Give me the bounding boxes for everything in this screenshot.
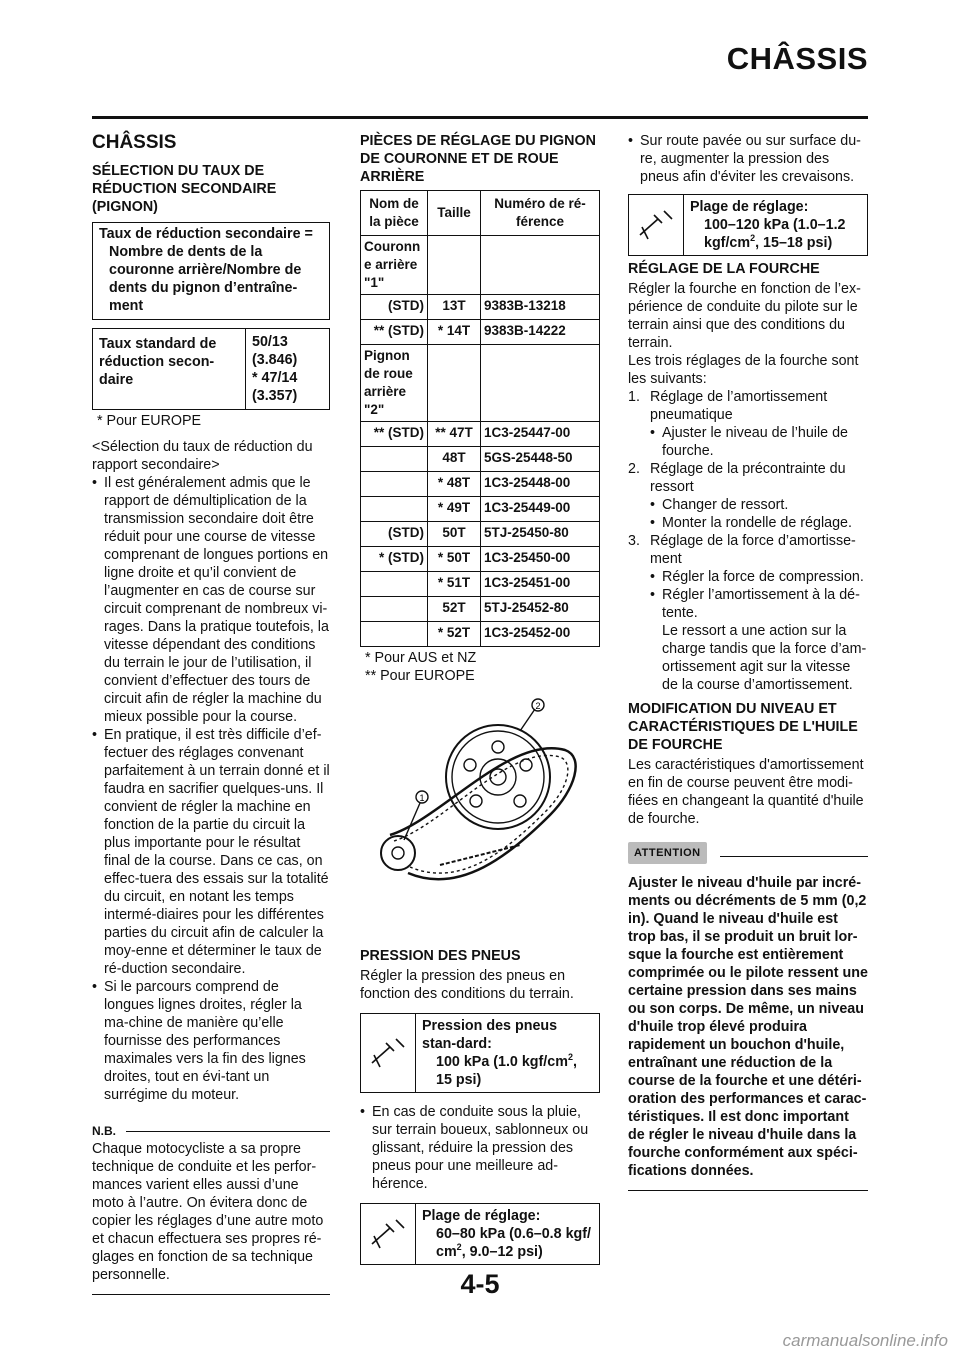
table-cell: 1C3-25452-00: [481, 622, 600, 647]
table-row: [361, 597, 600, 622]
tire-range-value: 60–80 kPa (0.6–0.8 kgf/ $cm^2$, 9.0–12 psi): [436, 1226, 591, 1260]
fork-steps: [628, 388, 868, 694]
page-number: 4-5: [460, 1269, 500, 1299]
tire-standard-label: Pression des pneus stan-dard:: [422, 1018, 558, 1052]
attention-text: Ajuster le niveau d'huile par incré-ments ou décréments de 5 mm (0,2 in). Quand le niveau d'huile est trop bas, il se produit un bruit lor-sque la fourche est entièrement comprimée ou le pilote ressent une certaine pression dans ses mains ou son corps. De même, un niveau d'huile trop élevé produira rapidement un bouchon d'huile, entraînant une réduction de la course de la fourche et une détéri-oration des performances et carac-téristiques. Il est donc important de régler le niveau d'huile dans la fourche conformément aux spéci-fications données.: [628, 875, 868, 1179]
table-cell: ** (STD): [361, 320, 428, 345]
table-cell: [361, 622, 428, 647]
nb-text: Chaque motocycliste a sa propre technique de conduite et les perfor-mances varient elles aussi d’une moto à l’autre. On évitera donc de copier les réglages d’une autre moto et chacun effectuera ses propres ré-glages en fonction de sa technique personnelle.: [92, 1141, 324, 1283]
table-cell: [361, 572, 428, 597]
list-item: • Ajuster le niveau de l’huile de fourche.: [650, 424, 868, 460]
table-cell: 9383B-14222: [481, 320, 600, 345]
table-cell: * 50T: [428, 547, 481, 572]
table-cell: 52T: [428, 597, 481, 622]
list-item: • Régler la force de compression.: [650, 568, 868, 586]
paved-range-label: Plage de réglage:: [690, 199, 809, 215]
parts-title: PIÈCES DE RÉGLAGE DU PIGNON DE COURONNE ET DE ROUE ARRIÈRE: [360, 133, 596, 185]
table-cell: * 14T: [428, 320, 481, 345]
oil-text: Les caractéristiques d'amortissement en fin de course peuvent être modi-fiées en changeant la quantité d'huile de fourche.: [628, 757, 864, 827]
table-row: [361, 320, 600, 345]
ratio-value: (3.357): [252, 388, 298, 404]
page-title: CHÂSSIS: [726, 41, 868, 76]
table-cell: 9383B-13218: [481, 295, 600, 320]
standard-ratio-box: [92, 328, 330, 410]
tire-standard-value: 100 kPa (1.0 kgf/$cm^2$, 15 psi): [436, 1052, 577, 1088]
wrench-icon: [629, 195, 684, 255]
paved-range-value: 100–120 kPa (1.0–1.2 kgf/$cm^2$, 15–18 psi): [704, 217, 846, 251]
sub-title: SÉLECTION DU TAUX DE RÉDUCTION SECONDAIRE (PIGNON): [92, 163, 277, 215]
table-cell: * 48T: [428, 472, 481, 497]
callout-2: 2: [535, 701, 541, 711]
attention-note: [628, 842, 868, 1191]
table-cell: 1C3-25447-00: [481, 422, 600, 447]
ratio-value: * 47/14: [252, 370, 298, 386]
table-cell: 1C3-25449-00: [481, 497, 600, 522]
parts-footnote-2: ** Pour EUROPE: [365, 668, 475, 684]
table-cell: 1C3-25451-00: [481, 572, 600, 597]
ratio-formula-line2: Nombre de dents de la couronne arrière/Nombre de dents du pignon d’entraîne-ment: [109, 244, 302, 314]
list-item: • Si le parcours comprend de longues lignes droites, régler la ma-chine de manière qu’elle fournisse des performances maximales vers la fin des lignes droites, tout en évi-tant un surrégime du moteur.: [92, 978, 330, 1104]
table-cell: * (STD): [361, 547, 428, 572]
table-cell: 50T: [428, 522, 481, 547]
paved-range-box: [628, 194, 868, 256]
table-cell: 13T: [428, 295, 481, 320]
section-title: CHÂSSIS: [92, 132, 177, 153]
table-cell: ** 47T: [428, 422, 481, 447]
attention-badge: ATTENTION: [628, 842, 707, 864]
ratio-intro: <Sélection du taux de réduction du rapport secondaire>: [92, 439, 313, 473]
table-cell: (STD): [361, 295, 428, 320]
ratio-value: (3.846): [252, 352, 298, 368]
list-item: 3. Réglage de la force d’amortisse-ment • Régler la force de compression. • Régler l’amortissement à la dé-tente. Le ressort a une action sur la charge tandis que la force d’am-ortissement agit sur la vitesse de la course d’amortissement.: [628, 532, 868, 694]
footer-watermark: carmanualsonline.info: [782, 1331, 948, 1350]
list-item: • En cas de conduite sous la pluie, sur terrain boueux, sablonneux ou glissant, réduire la pression des pneus pour une meilleure ad-hérence.: [360, 1103, 600, 1193]
table-cell: (STD): [361, 522, 428, 547]
table-row: [361, 295, 600, 320]
standard-ratio-label: Taux standard de réduction secon-daire: [93, 329, 246, 409]
tire-standard-box: [360, 1013, 600, 1093]
list-item: • Régler l’amortissement à la dé-tente.: [650, 586, 868, 622]
nb-tag: N.B.: [92, 1124, 116, 1138]
list-item: • Changer de ressort.: [650, 496, 868, 514]
tire-range-box: [360, 1203, 600, 1265]
table-row: [361, 522, 600, 547]
list-item: • Monter la rondelle de réglage.: [650, 514, 868, 532]
column-1: [92, 128, 330, 1295]
wrench-icon: [361, 1204, 416, 1264]
ratio-bullets: [92, 474, 330, 1104]
list-item: • En pratique, il est très difficile d’ef-fectuer des réglages convenant parfaitement à un terrain donné et il faudra en sacrifier quelques-uns. Il convient de régler la machine en fonction de la partie du circuit la plus importante pour le résultat final de la course. Dans ce cas, on effec-tuera des essais sur la totalité du circuit, en notant les temps intermé-diaires pour les différentes parties du circuit afin de calculer la moy-enne et déterminer le taux de ré-duction secondaire.: [92, 726, 330, 978]
table-cell: * 49T: [428, 497, 481, 522]
callout-1: 1: [419, 793, 425, 803]
table-row: [361, 497, 600, 522]
tire-title: PRESSION DES PNEUS: [360, 948, 521, 964]
list-item: 1. Réglage de l’amortissement pneumatique • Ajuster le niveau de l’huile de fourche.: [628, 388, 868, 460]
table-cell: 5GS-25448-50: [481, 447, 600, 472]
parts-table: [360, 190, 600, 647]
step3-note: Le ressort a une action sur la charge tandis que la force d’am-ortissement agit sur la vitesse de la course d’amortissement.: [662, 623, 867, 693]
table-cell: 5TJ-25450-80: [481, 522, 600, 547]
table-row: [361, 622, 600, 647]
table-row: [361, 447, 600, 472]
ratio-footnote: * Pour EUROPE: [97, 413, 202, 429]
ratio-value: 50/13: [252, 334, 288, 350]
tire-text: Régler la pression des pneus en fonction des conditions du terrain.: [360, 968, 574, 1002]
wrench-icon: [361, 1014, 416, 1092]
table-cell: [361, 447, 428, 472]
table-cell: * 51T: [428, 572, 481, 597]
fork-text-2: Les trois réglages de la fourche sont les suivants:: [628, 353, 859, 387]
group-name: Pignon de roue arrière "2": [361, 345, 428, 422]
nb-note: [92, 1118, 330, 1295]
table-cell: [361, 597, 428, 622]
table-header: Taille: [428, 191, 481, 236]
table-cell: ** (STD): [361, 422, 428, 447]
table-cell: 5TJ-25452-80: [481, 597, 600, 622]
column-2: [360, 128, 600, 1265]
table-cell: * 52T: [428, 622, 481, 647]
oil-title: MODIFICATION DU NIVEAU ET CARACTÉRISTIQUES DE L'HUILE DE FOURCHE: [628, 701, 858, 753]
column-3: [628, 128, 868, 1191]
table-row: [361, 547, 600, 572]
table-row: [361, 422, 600, 447]
table-header: Nom de la pièce: [361, 191, 428, 236]
table-row: [361, 472, 600, 497]
table-cell: [361, 472, 428, 497]
list-item: • Il est généralement admis que le rapport de démultiplication de la transmission secondaire doit être réduit pour une course de vitesse comprenant de longues portions en ligne droite et qu’il convient de l’augmenter en cas de course sur circuit comprenant de nombreux vi-rages. Dans la pratique toutefois, la vitesse dépendant des conditions du terrain le jour de l’utilisation, il convient d’effectuer des tours de circuit afin de régler la machine du mieux possible pour la course.: [92, 474, 330, 726]
table-cell: 48T: [428, 447, 481, 472]
ratio-formula-box: [92, 222, 330, 320]
tire-bullets: [360, 1103, 600, 1193]
ratio-formula-line1: Taux de réduction secondaire =: [99, 226, 313, 242]
table-header: Numéro de ré-férence: [481, 191, 600, 236]
sprocket-chain-illustration: [360, 695, 600, 935]
table-cell: 1C3-25450-00: [481, 547, 600, 572]
list-item: • Sur route pavée ou sur surface du-re, augmenter la pression des pneus afin d'éviter les crevaisons.: [628, 132, 868, 186]
parts-footnote-1: * Pour AUS et NZ: [365, 650, 477, 666]
table-cell: 1C3-25448-00: [481, 472, 600, 497]
list-item: 2. Réglage de la précontrainte du ressort • Changer de ressort. • Monter la rondelle de réglage.: [628, 460, 868, 532]
table-cell: [361, 497, 428, 522]
standard-ratio-values: [246, 329, 329, 409]
group-name: Couronn e arrière "1": [361, 236, 428, 295]
fork-title: RÉGLAGE DE LA FOURCHE: [628, 261, 820, 277]
table-row: [361, 572, 600, 597]
tire-range-label: Plage de réglage:: [422, 1208, 541, 1224]
paved-bullets: [628, 132, 868, 186]
fork-text-1: Régler la fourche en fonction de l’ex-périence de conduite du pilote sur le terrain ainsi que des conditions du terrain.: [628, 281, 861, 351]
header-rule: [92, 116, 868, 119]
